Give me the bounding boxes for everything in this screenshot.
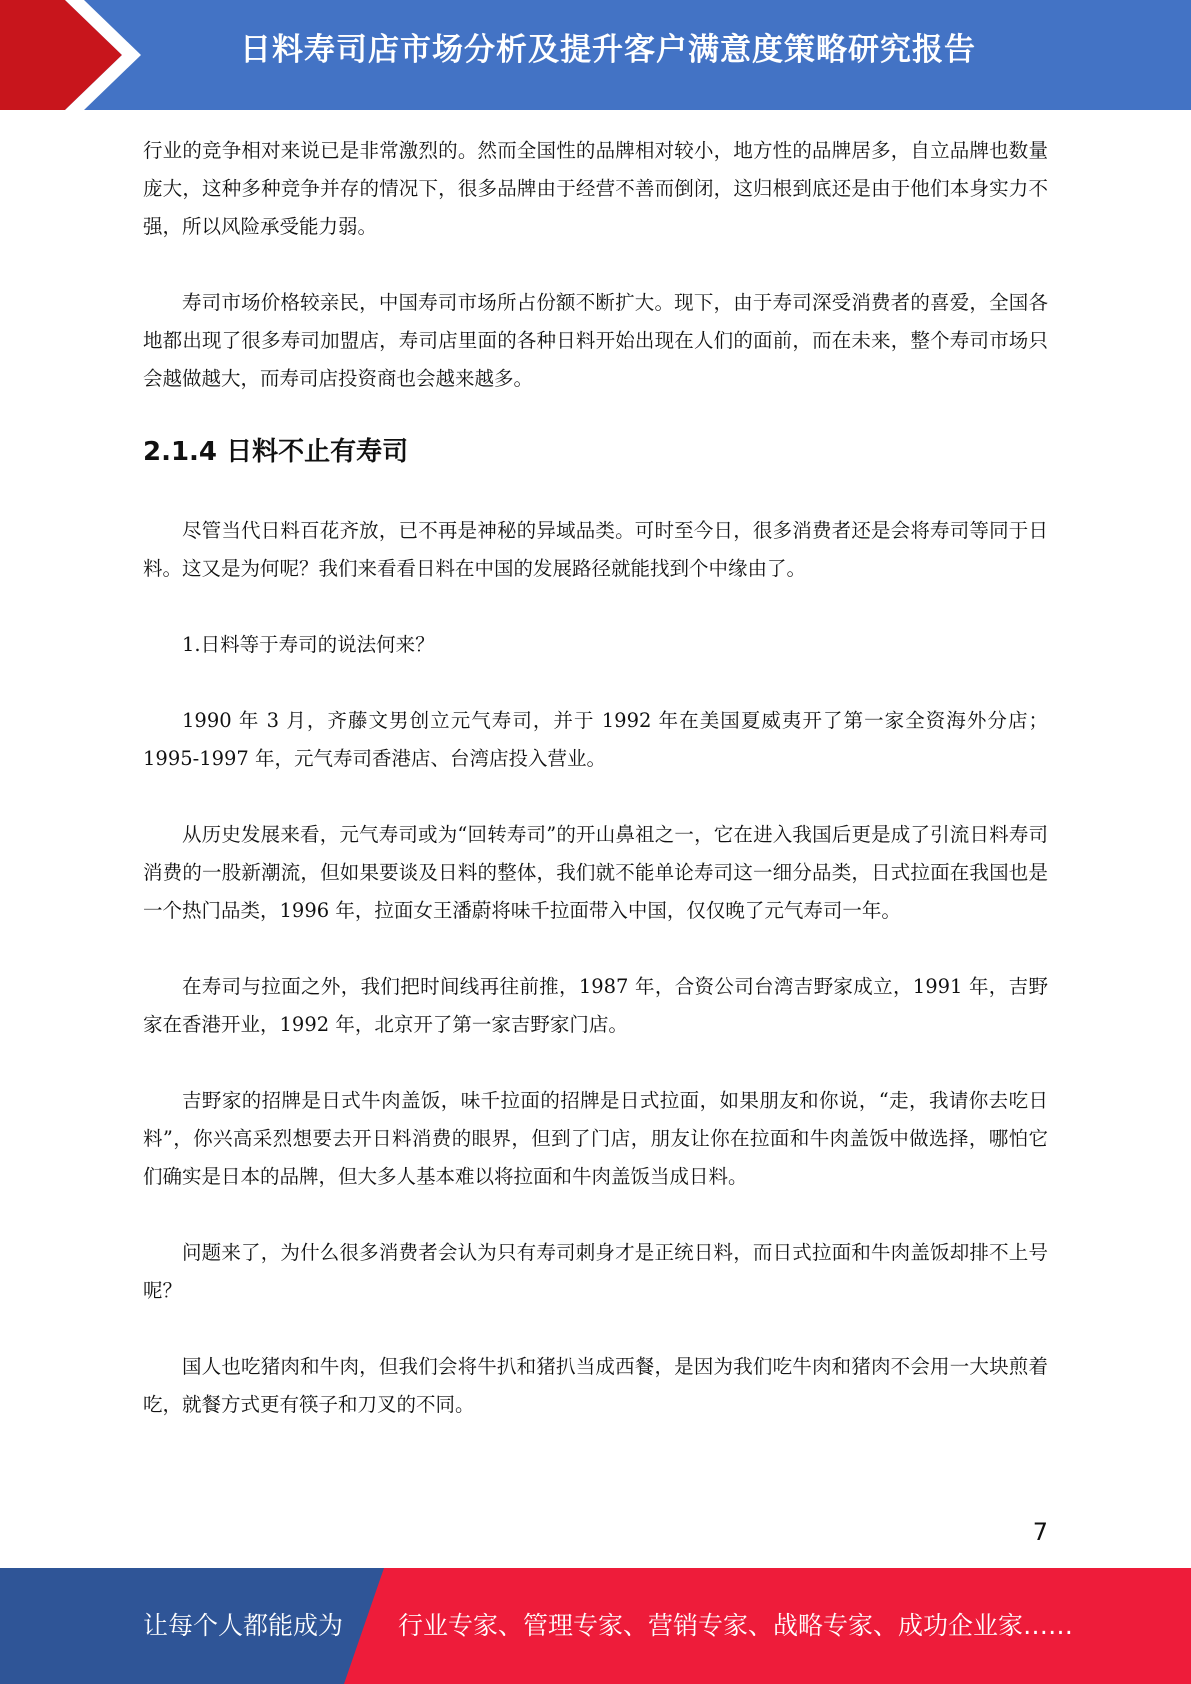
paragraph-6: 从历史发展来看，元气寿司或为“回转寿司”的开山鼻祖之一，它在进入我国后更是成了引流日料寿司消费的一股新潮流，但如果要谈及日料的整体，我们就不能单论寿司这一细分品类，日式拉面在我国也是一个热门品类，1996 年，拉面女王潘蔚将味千拉面带入中国，仅仅晚了元气寿司一年。 — [143, 823, 1048, 922]
paragraph-5: 1990 年 3 月，齐藤文男创立元气寿司，并于 1992 年在美国夏威夷开了第一家全资海外分店；1995-1997 年，元气寿司香港店、台湾店投入营业。 — [143, 709, 1048, 770]
page-number: 7 — [1032, 1518, 1048, 1546]
paragraph-8: 吉野家的招牌是日式牛肉盖饭，味千拉面的招牌是日式拉面，如果朋友和你说，“走，我请你去吃日料”，你兴高采烈想要去开日料消费的眼界，但到了门店，朋友让你在拉面和牛肉盖饭中做选择，哪怕它们确实是日本的品牌，但大多人基本难以将拉面和牛肉盖饭当成日料。 — [143, 1089, 1048, 1188]
paragraph-7: 在寿司与拉面之外，我们把时间线再往前推，1987 年，合资公司台湾吉野家成立，1991 年，吉野家在香港开业，1992 年，北京开了第一家吉野家门店。 — [143, 975, 1048, 1036]
footer-slogan-right: 行业专家、管理专家、营销专家、战略专家、成功企业家…… — [398, 1611, 1074, 1640]
paragraph-10: 国人也吃猪肉和牛肉，但我们会将牛扒和猪扒当成西餐，是因为我们吃牛肉和猪肉不会用一大块煎着吃，就餐方式更有筷子和刀叉的不同。 — [143, 1355, 1048, 1416]
report-title: 日料寿司店市场分析及提升客户满意度策略研究报告 — [240, 32, 976, 68]
paragraph-3: 尽管当代日料百花齐放，已不再是神秘的异域品类。可时至今日，很多消费者还是会将寿司等同于日料。这又是为何呢？我们来看看日料在中国的发展路径就能找到个中缘由了。 — [143, 519, 1048, 580]
header-red-arrow-shape — [0, 0, 170, 110]
page-header — [0, 0, 1191, 110]
section-heading: 2.1.4 日料不止有寿司 — [143, 437, 409, 467]
paragraph-1: 行业的竞争相对来说已是非常激烈的。然而全国性的品牌相对较小，地方性的品牌居多，自立品牌也数量庞大，这种多种竞争并存的情况下，很多品牌由于经营不善而倒闭，这归根到底还是由于他们本身实力不强，所以风险承受能力弱。 — [143, 139, 1048, 238]
page-footer — [0, 1568, 1191, 1684]
paragraph-9: 问题来了，为什么很多消费者会认为只有寿司刺身才是正统日料，而日式拉面和牛肉盖饭却排不上号呢？ — [143, 1241, 1048, 1302]
paragraph-2: 寿司市场价格较亲民，中国寿司市场所占份额不断扩大。现下，由于寿司深受消费者的喜爱，全国各地都出现了很多寿司加盟店，寿司店里面的各种日料开始出现在人们的面前，而在未来，整个寿司市场只会越做越大，而寿司店投资商也会越来越多。 — [143, 291, 1048, 390]
document-body — [143, 132, 1048, 1424]
paragraph-4-subheading: 1.日料等于寿司的说法何来？ — [182, 633, 435, 656]
footer-slogan-left: 让每个人都能成为 — [143, 1611, 344, 1640]
